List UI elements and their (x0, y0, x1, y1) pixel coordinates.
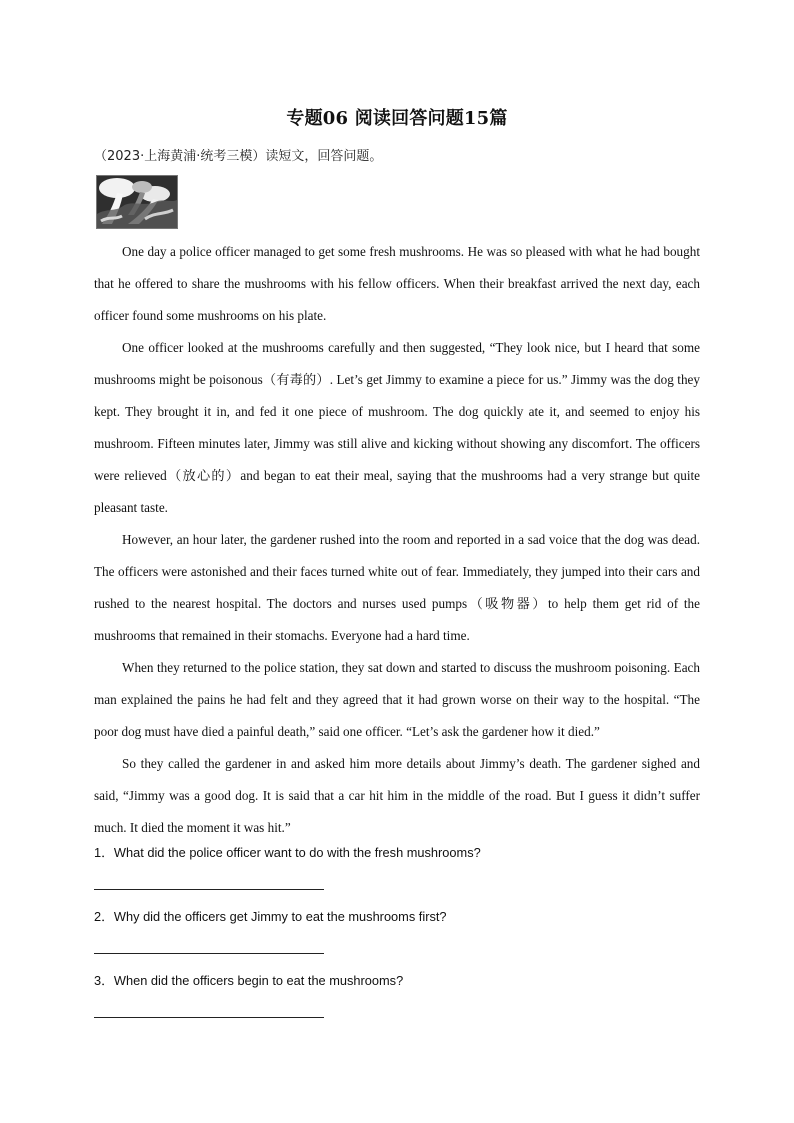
question-text: 2．Why did the officers get Jimmy to eat the mushrooms first? (94, 909, 447, 924)
passage-paragraph-2: One officer looked at the mushrooms carefully and then suggested, “They look nice, but I heard that some mushrooms might be poisonous（有毒的）. Let’s get Jimmy to examine a piece for us.” Jimmy was the dog they kept. They brought it in, and fed it one piece of mushroom. The dog quickly ate it, and seemed to enjoy his mushroom. Fifteen minutes later, Jimmy was still alive and kicking without showing any discomfort. The officers were relieved（放心的）and began to eat their meal, saying that the mushrooms had a very strange but quite pleasant taste. (94, 340, 700, 515)
passage-paragraph-5: So they called the gardener in and asked him more details about Jimmy’s death. The gardener sighed and said, “Jimmy was a good dog. It is said that a car hit him in the middle of the road. But I guess it didn’t suffer much. It died the moment it was hit.” (94, 756, 700, 835)
question-item (94, 905, 700, 969)
reading-passage (94, 236, 700, 844)
question-text: 3．When did the officers begin to eat the mushrooms? (94, 973, 404, 988)
source-line: （2023·上海黄浦·统考三模）读短文，回答问题。 (94, 149, 383, 164)
answer-line (94, 889, 324, 890)
mushroom-illustration (97, 176, 177, 228)
answer-line (94, 953, 324, 954)
passage-paragraph-4: When they returned to the police station, they sat down and started to discuss the mushroom poisoning. Each man explained the pains he had felt and they agreed that it had grown worse on their way to the hospital. “The poor dog must have died a painful death,” said one officer. “Let’s ask the gardener how it died.” (94, 660, 700, 739)
answer-line (94, 1017, 324, 1018)
question-item (94, 841, 700, 905)
page-title: 专题06 阅读回答问题15篇 (286, 108, 508, 129)
passage-paragraph-1: One day a police officer managed to get some fresh mushrooms. He was so pleased with what he had bought that he offered to share the mushrooms with his fellow officers. When their breakfast arrived the next day, each officer found some mushrooms on his plate. (94, 244, 700, 323)
question-list (94, 841, 700, 1033)
passage-paragraph-3: However, an hour later, the gardener rushed into the room and reported in a sad voice that the dog was dead. The officers were astonished and their faces turned white out of fear. Immediately, they jumped into their cars and rushed to the nearest hospital. The doctors and nurses used pumps（吸物器）to help them get rid of the mushrooms that remained in their stomachs. Everyone had a hard time. (94, 532, 700, 643)
question-item (94, 969, 700, 1033)
mushroom-photo (96, 175, 178, 229)
question-text: 1．What did the police officer want to do with the fresh mushrooms? (94, 845, 481, 860)
